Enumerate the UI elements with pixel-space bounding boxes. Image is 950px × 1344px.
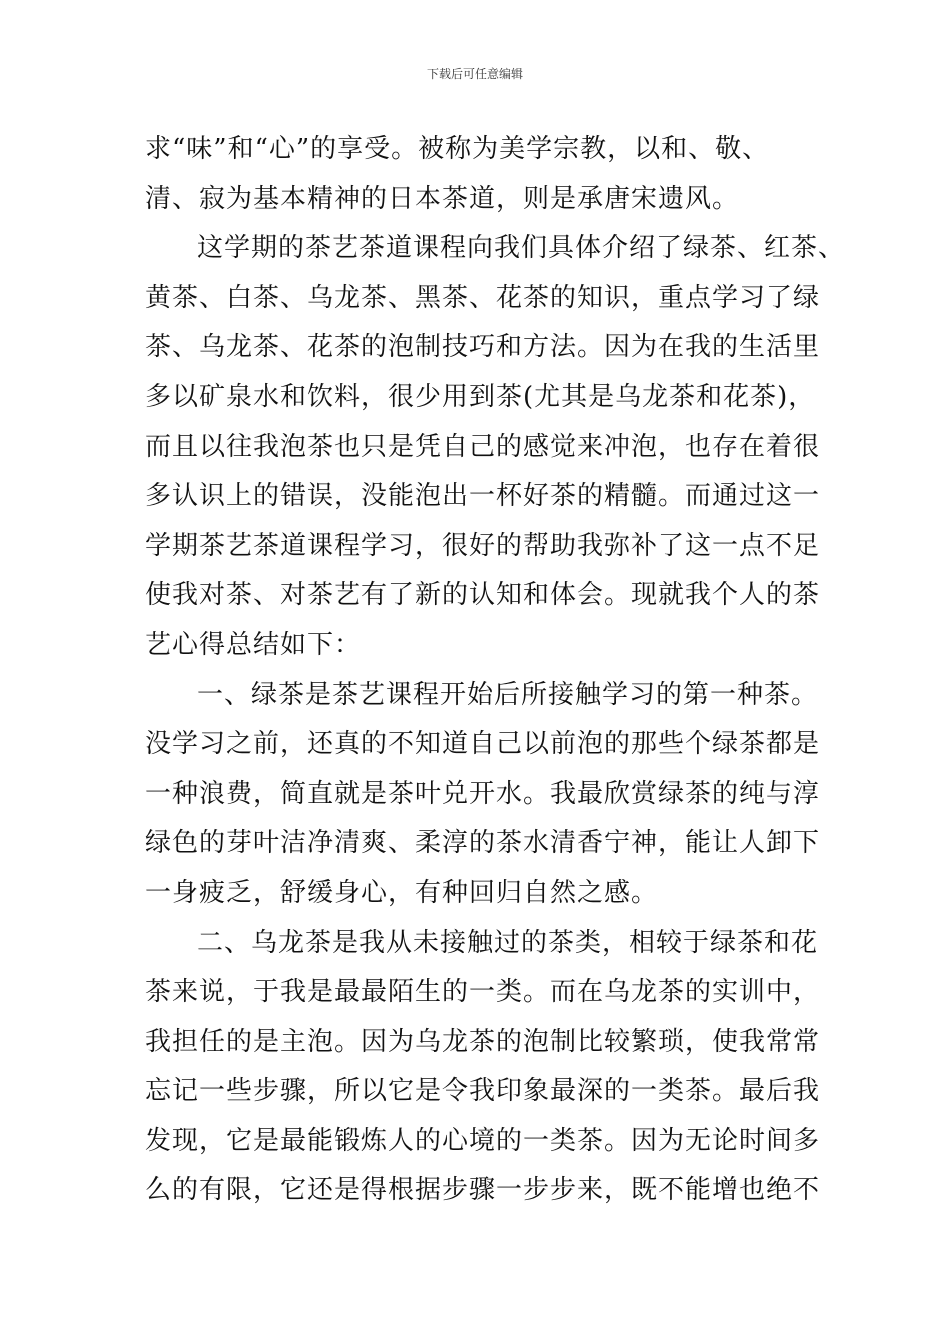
paragraph-start: 这学期的茶艺茶道课程向我们具体介绍了绿茶、红茶、 xyxy=(197,233,846,264)
text-line: 多认识上的错误，没能泡出一杯好茶的精髓。而通过这一 xyxy=(145,481,821,512)
paragraph-start: 一、绿茶是茶艺课程开始后所接触学习的第一种茶。 xyxy=(197,679,819,710)
text-line: 多以矿泉水和饮料，很少用到茶(尤其是乌龙茶和花茶)， xyxy=(145,381,816,412)
text-line: 黄茶、白茶、乌龙茶、黑茶、花茶的知识，重点学习了绿 xyxy=(145,282,821,313)
body-text xyxy=(145,125,846,1216)
text-line: 我担任的是主泡。因为乌龙茶的泡制比较繁琐，使我常常 xyxy=(145,1026,821,1057)
page-header: 下载后可任意编辑 xyxy=(426,67,523,81)
text-line: 茶、乌龙茶、花茶的泡制技巧和方法。因为在我的生活里 xyxy=(145,332,821,363)
text-line: 清、寂为基本精神的日本茶道，则是承唐宋遗风。 xyxy=(145,183,740,214)
text-line: 茶来说，于我是最最陌生的一类。而在乌龙茶的实训中， xyxy=(145,977,821,1008)
text-line: 绿色的芽叶洁净清爽、柔淳的茶水清香宁神，能让人卸下 xyxy=(145,828,821,859)
text-line: 艺心得总结如下： xyxy=(145,629,362,660)
text-line: 学期茶艺茶道课程学习，很好的帮助我弥补了这一点不足 xyxy=(145,530,821,561)
text-line: 没学习之前，还真的不知道自己以前泡的那些个绿茶都是 xyxy=(145,729,821,760)
text-line: 而且以往我泡茶也只是凭自己的感觉来冲泡，也存在着很 xyxy=(145,431,821,462)
text-line: 使我对茶、对茶艺有了新的认知和体会。现就我个人的茶 xyxy=(145,580,821,611)
text-line: 么的有限，它还是得根据步骤一步步来，既不能增也绝不 xyxy=(145,1175,821,1206)
paragraph-start: 二、乌龙茶是我从未接触过的茶类，相较于绿茶和花 xyxy=(197,927,819,958)
text-line: 求“味”和“心”的享受。被称为美学宗教，以和、敬、 xyxy=(145,134,770,164)
text-line: 发现，它是最能锻炼人的心境的一类茶。因为无论时间多 xyxy=(145,1125,821,1156)
text-line: 忘记一些步骤，所以它是令我印象最深的一类茶。最后我 xyxy=(145,1076,821,1107)
text-line: 一种浪费，简直就是茶叶兑开水。我最欣赏绿茶的纯与淳 xyxy=(145,778,821,809)
text-line: 一身疲乏，舒缓身心，有种回归自然之感。 xyxy=(145,877,659,908)
